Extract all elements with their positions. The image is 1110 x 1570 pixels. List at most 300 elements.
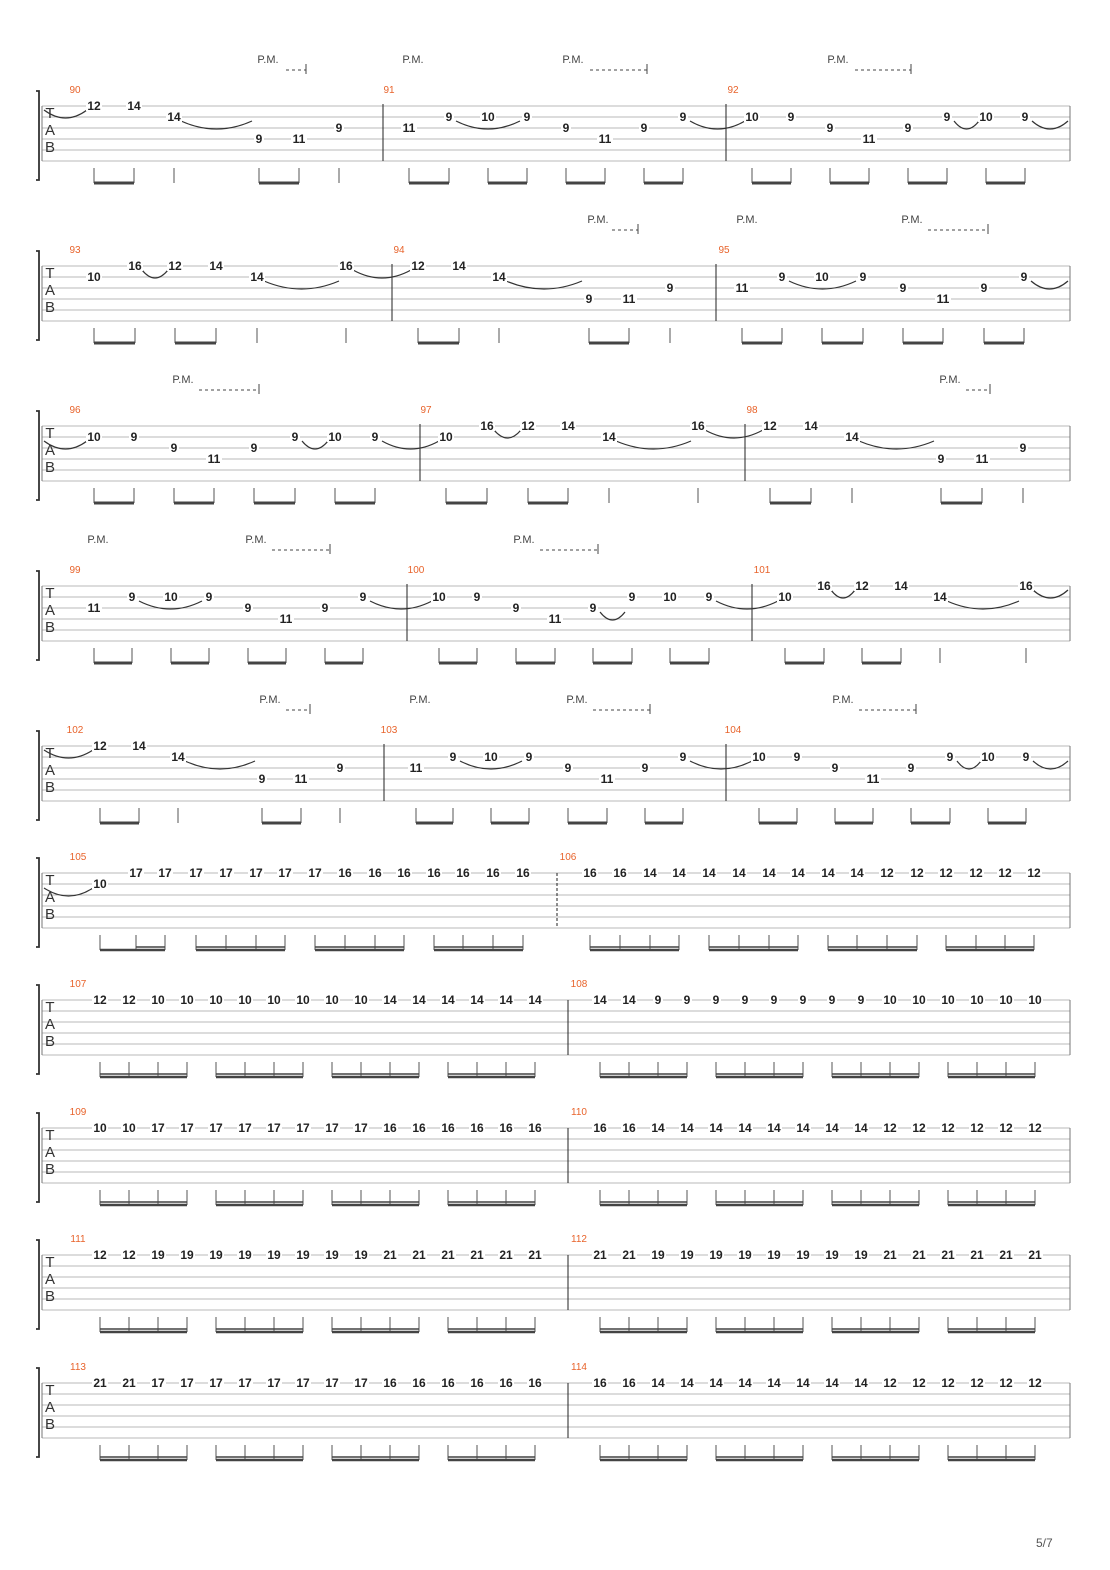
fret-number: 19 — [296, 1248, 310, 1262]
fret-number: 10 — [979, 110, 993, 124]
tab-clef-b: B — [44, 139, 56, 156]
system-bracket — [36, 91, 39, 180]
tab-clef-t: T — [45, 999, 55, 1016]
fret-number: 11 — [279, 612, 293, 626]
fret-number: 14 — [709, 1121, 723, 1135]
fret-number: 9 — [679, 110, 687, 124]
fret-number: 12 — [912, 1121, 926, 1135]
palm-mute-label: P.M. — [901, 214, 923, 226]
fret-number: 21 — [999, 1248, 1013, 1262]
fret-number: 21 — [1028, 1248, 1042, 1262]
fret-number: 17 — [267, 1376, 281, 1390]
fret-number: 10 — [93, 1121, 107, 1135]
fret-number: 9 — [562, 121, 570, 135]
fret-number: 12 — [941, 1121, 955, 1135]
fret-number: 21 — [93, 1376, 107, 1390]
fret-number: 16 — [593, 1121, 607, 1135]
tab-clef-a: A — [44, 282, 56, 299]
fret-number: 9 — [589, 601, 597, 615]
fret-number: 9 — [130, 430, 138, 444]
tab-clef-t: T — [45, 105, 55, 122]
fret-number: 11 — [975, 452, 989, 466]
fret-number: 10 — [663, 590, 677, 604]
tab-clef-a: A — [44, 1016, 56, 1033]
fret-number: 17 — [209, 1121, 223, 1135]
fret-number: 16 — [441, 1376, 455, 1390]
fret-number: 9 — [585, 292, 593, 306]
fret-number: 11 — [862, 132, 876, 146]
fret-number: 9 — [250, 441, 258, 455]
fret-number: 14 — [804, 419, 818, 433]
system-bracket — [36, 985, 39, 1074]
fret-number: 14 — [171, 750, 185, 764]
fret-number: 16 — [339, 259, 353, 273]
fret-number: 9 — [205, 590, 213, 604]
fret-number: 11 — [207, 452, 221, 466]
fret-number: 12 — [87, 99, 101, 113]
fret-number: 12 — [122, 1248, 136, 1262]
fret-number: 19 — [151, 1248, 165, 1262]
fret-number: 9 — [826, 121, 834, 135]
fret-number: 16 — [528, 1121, 542, 1135]
fret-number: 14 — [499, 993, 513, 1007]
fret-number: 10 — [180, 993, 194, 1007]
fret-number: 9 — [523, 110, 531, 124]
tab-clef-t: T — [45, 745, 55, 762]
fret-number: 17 — [325, 1121, 339, 1135]
fret-number: 9 — [943, 110, 951, 124]
tab-clef-t: T — [45, 1382, 55, 1399]
fret-number: 9 — [946, 750, 954, 764]
fret-number: 17 — [308, 866, 322, 880]
fret-number: 11 — [735, 281, 749, 295]
fret-number: 16 — [691, 419, 705, 433]
fret-number: 14 — [412, 993, 426, 1007]
fret-number: 16 — [480, 419, 494, 433]
measure-number: 111 — [70, 1234, 86, 1245]
fret-number: 14 — [702, 866, 716, 880]
fret-number: 19 — [209, 1248, 223, 1262]
fret-number: 17 — [238, 1376, 252, 1390]
tab-clef-b: B — [44, 779, 56, 796]
fret-number: 9 — [831, 761, 839, 775]
measure-number: 93 — [69, 245, 81, 256]
fret-number: 19 — [354, 1248, 368, 1262]
measure-number: 95 — [718, 245, 730, 256]
fret-number: 16 — [456, 866, 470, 880]
measure-number: 98 — [746, 405, 758, 416]
fret-number: 19 — [267, 1248, 281, 1262]
tab-clef-a: A — [44, 762, 56, 779]
palm-mute-label: P.M. — [172, 374, 194, 386]
measure-number: 99 — [69, 565, 81, 576]
fret-number: 14 — [132, 739, 146, 753]
fret-number: 14 — [767, 1121, 781, 1135]
fret-number: 21 — [441, 1248, 455, 1262]
palm-mute-label: P.M. — [562, 54, 584, 66]
system-bracket — [36, 731, 39, 820]
fret-number: 10 — [87, 270, 101, 284]
measure-number: 97 — [420, 405, 432, 416]
fret-number: 17 — [180, 1376, 194, 1390]
system-bracket — [36, 1113, 39, 1202]
fret-number: 9 — [778, 270, 786, 284]
fret-number: 14 — [850, 866, 864, 880]
fret-number: 12 — [763, 419, 777, 433]
fret-number: 12 — [883, 1376, 897, 1390]
tab-clef-b: B — [44, 459, 56, 476]
fret-number: 9 — [371, 430, 379, 444]
fret-number: 12 — [855, 579, 869, 593]
fret-number: 9 — [564, 761, 572, 775]
fret-number: 9 — [705, 590, 713, 604]
fret-number: 14 — [561, 419, 575, 433]
fret-number: 14 — [680, 1376, 694, 1390]
fret-number: 9 — [666, 281, 674, 295]
fret-number: 10 — [267, 993, 281, 1007]
fret-number: 14 — [732, 866, 746, 880]
fret-number: 14 — [528, 993, 542, 1007]
fret-number: 16 — [1019, 579, 1033, 593]
fret-number: 19 — [796, 1248, 810, 1262]
fret-number: 10 — [209, 993, 223, 1007]
fret-number: 19 — [238, 1248, 252, 1262]
fret-number: 16 — [383, 1376, 397, 1390]
measure-number: 108 — [570, 979, 588, 990]
fret-number: 14 — [672, 866, 686, 880]
fret-number: 21 — [528, 1248, 542, 1262]
fret-number: 9 — [255, 132, 263, 146]
fret-number: 12 — [168, 259, 182, 273]
fret-number: 9 — [445, 110, 453, 124]
fret-number: 17 — [189, 866, 203, 880]
fret-number: 16 — [499, 1121, 513, 1135]
fret-number: 12 — [93, 739, 107, 753]
fret-number: 16 — [593, 1376, 607, 1390]
fret-number: 9 — [359, 590, 367, 604]
fret-number: 9 — [128, 590, 136, 604]
fret-number: 14 — [791, 866, 805, 880]
fret-number: 16 — [427, 866, 441, 880]
fret-number: 14 — [470, 993, 484, 1007]
palm-mute-label: P.M. — [587, 214, 609, 226]
fret-number: 14 — [622, 993, 636, 1007]
fret-number: 16 — [470, 1376, 484, 1390]
fret-number: 12 — [999, 1376, 1013, 1390]
fret-number: 12 — [93, 1248, 107, 1262]
fret-number: 14 — [383, 993, 397, 1007]
fret-number: 16 — [368, 866, 382, 880]
palm-mute-label: P.M. — [257, 54, 279, 66]
fret-number: 10 — [164, 590, 178, 604]
fret-number: 10 — [325, 993, 339, 1007]
fret-number: 14 — [709, 1376, 723, 1390]
fret-number: 14 — [767, 1376, 781, 1390]
fret-number: 21 — [883, 1248, 897, 1262]
fret-number: 12 — [122, 993, 136, 1007]
fret-number: 21 — [912, 1248, 926, 1262]
tab-clef-t: T — [45, 872, 55, 889]
fret-number: 9 — [244, 601, 252, 615]
fret-number: 19 — [651, 1248, 665, 1262]
measure-number: 110 — [571, 1107, 587, 1118]
fret-number: 17 — [354, 1121, 368, 1135]
fret-number: 9 — [712, 993, 720, 1007]
fret-number: 14 — [845, 430, 859, 444]
fret-number: 17 — [278, 866, 292, 880]
fret-number: 10 — [151, 993, 165, 1007]
fret-number: 12 — [941, 1376, 955, 1390]
fret-number: 11 — [292, 132, 306, 146]
fret-number: 10 — [752, 750, 766, 764]
fret-number: 9 — [1020, 270, 1028, 284]
fret-number: 10 — [439, 430, 453, 444]
fret-number: 19 — [680, 1248, 694, 1262]
fret-number: 17 — [158, 866, 172, 880]
measure-number: 104 — [724, 725, 742, 736]
fret-number: 17 — [267, 1121, 281, 1135]
fret-number: 9 — [170, 441, 178, 455]
tab-clef-a: A — [44, 602, 56, 619]
system-bracket — [36, 251, 39, 340]
system-bracket — [36, 411, 39, 500]
palm-mute-label: P.M. — [827, 54, 849, 66]
fret-number: 9 — [1022, 750, 1030, 764]
fret-number: 21 — [383, 1248, 397, 1262]
measure-number: 109 — [69, 1107, 87, 1118]
fret-number: 14 — [651, 1121, 665, 1135]
fret-number: 9 — [525, 750, 533, 764]
fret-number: 16 — [613, 866, 627, 880]
fret-number: 14 — [250, 270, 264, 284]
fret-number: 21 — [122, 1376, 136, 1390]
fret-number: 17 — [296, 1376, 310, 1390]
fret-number: 10 — [354, 993, 368, 1007]
fret-number: 14 — [127, 99, 141, 113]
fret-number: 12 — [1027, 866, 1041, 880]
palm-mute-label: P.M. — [259, 694, 281, 706]
fret-number: 12 — [998, 866, 1012, 880]
fret-number: 17 — [151, 1376, 165, 1390]
fret-number: 10 — [328, 430, 342, 444]
fret-number: 10 — [238, 993, 252, 1007]
fret-number: 16 — [441, 1121, 455, 1135]
fret-number: 17 — [249, 866, 263, 880]
fret-number: 11 — [598, 132, 612, 146]
fret-number: 11 — [402, 121, 416, 135]
fret-number: 17 — [151, 1121, 165, 1135]
palm-mute-label: P.M. — [409, 694, 431, 706]
measure-number: 105 — [69, 852, 87, 863]
fret-number: 10 — [93, 877, 107, 891]
palm-mute-label: P.M. — [566, 694, 588, 706]
tab-clef-a: A — [44, 1271, 56, 1288]
fret-number: 9 — [770, 993, 778, 1007]
fret-number: 10 — [999, 993, 1013, 1007]
fret-number: 9 — [899, 281, 907, 295]
fret-number: 14 — [825, 1121, 839, 1135]
fret-number: 14 — [825, 1376, 839, 1390]
fret-number: 12 — [411, 259, 425, 273]
measure-number: 90 — [69, 85, 81, 96]
fret-number: 9 — [799, 993, 807, 1007]
fret-number: 21 — [412, 1248, 426, 1262]
fret-number: 16 — [528, 1376, 542, 1390]
fret-number: 12 — [1028, 1121, 1042, 1135]
fret-number: 9 — [859, 270, 867, 284]
measure-number: 103 — [380, 725, 398, 736]
fret-number: 16 — [516, 866, 530, 880]
measure-number: 91 — [383, 85, 395, 96]
system-bracket — [36, 1368, 39, 1457]
fret-number: 11 — [866, 772, 880, 786]
fret-number: 9 — [654, 993, 662, 1007]
fret-number: 14 — [209, 259, 223, 273]
measure-number: 102 — [66, 725, 84, 736]
fret-number: 10 — [87, 430, 101, 444]
fret-number: 12 — [970, 1376, 984, 1390]
fret-number: 10 — [122, 1121, 136, 1135]
fret-number: 11 — [622, 292, 636, 306]
fret-number: 16 — [397, 866, 411, 880]
fret-number: 9 — [980, 281, 988, 295]
fret-number: 16 — [486, 866, 500, 880]
fret-number: 9 — [1021, 110, 1029, 124]
fret-number: 14 — [796, 1376, 810, 1390]
fret-number: 12 — [939, 866, 953, 880]
fret-number: 16 — [412, 1376, 426, 1390]
fret-number: 14 — [854, 1376, 868, 1390]
fret-number: 9 — [628, 590, 636, 604]
measure-number: 106 — [559, 852, 577, 863]
fret-number: 11 — [87, 601, 101, 615]
palm-mute-label: P.M. — [736, 214, 758, 226]
fret-number: 9 — [679, 750, 687, 764]
palm-mute-label: P.M. — [939, 374, 961, 386]
fret-number: 10 — [1028, 993, 1042, 1007]
system-bracket — [36, 858, 39, 947]
fret-number: 14 — [441, 993, 455, 1007]
fret-number: 10 — [970, 993, 984, 1007]
fret-number: 10 — [484, 750, 498, 764]
fret-number: 14 — [738, 1121, 752, 1135]
tab-clef-b: B — [44, 299, 56, 316]
fret-number: 17 — [354, 1376, 368, 1390]
fret-number: 9 — [828, 993, 836, 1007]
fret-number: 9 — [336, 761, 344, 775]
fret-number: 9 — [640, 121, 648, 135]
palm-mute-label: P.M. — [832, 694, 854, 706]
fret-number: 9 — [907, 761, 915, 775]
tab-clef-t: T — [45, 425, 55, 442]
tab-clef-t: T — [45, 585, 55, 602]
fret-number: 12 — [93, 993, 107, 1007]
fret-number: 16 — [817, 579, 831, 593]
fret-number: 17 — [129, 866, 143, 880]
fret-number: 11 — [936, 292, 950, 306]
fret-number: 19 — [180, 1248, 194, 1262]
palm-mute-label: P.M. — [87, 534, 109, 546]
fret-number: 16 — [499, 1376, 513, 1390]
fret-number: 9 — [904, 121, 912, 135]
fret-number: 17 — [219, 866, 233, 880]
fret-number: 14 — [492, 270, 506, 284]
fret-number: 10 — [981, 750, 995, 764]
fret-number: 12 — [883, 1121, 897, 1135]
fret-number: 16 — [622, 1376, 636, 1390]
fret-number: 9 — [857, 993, 865, 1007]
fret-number: 10 — [912, 993, 926, 1007]
fret-number: 19 — [738, 1248, 752, 1262]
fret-number: 21 — [970, 1248, 984, 1262]
fret-number: 9 — [741, 993, 749, 1007]
fret-number: 16 — [338, 866, 352, 880]
fret-number: 12 — [912, 1376, 926, 1390]
fret-number: 16 — [470, 1121, 484, 1135]
fret-number: 14 — [854, 1121, 868, 1135]
fret-number: 9 — [1019, 441, 1027, 455]
fret-number: 14 — [894, 579, 908, 593]
fret-number: 21 — [499, 1248, 513, 1262]
measure-number: 114 — [571, 1362, 587, 1373]
fret-number: 10 — [432, 590, 446, 604]
tab-clef-t: T — [45, 1254, 55, 1271]
fret-number: 9 — [937, 452, 945, 466]
fret-number: 14 — [821, 866, 835, 880]
fret-number: 16 — [622, 1121, 636, 1135]
fret-number: 16 — [128, 259, 142, 273]
fret-number: 19 — [767, 1248, 781, 1262]
fret-number: 17 — [209, 1376, 223, 1390]
fret-number: 9 — [683, 993, 691, 1007]
fret-number: 10 — [941, 993, 955, 1007]
fret-number: 12 — [970, 1121, 984, 1135]
fret-number: 19 — [825, 1248, 839, 1262]
fret-number: 17 — [296, 1121, 310, 1135]
fret-number: 19 — [854, 1248, 868, 1262]
fret-number: 12 — [910, 866, 924, 880]
fret-number: 21 — [470, 1248, 484, 1262]
fret-number: 14 — [602, 430, 616, 444]
fret-number: 9 — [449, 750, 457, 764]
fret-number: 21 — [622, 1248, 636, 1262]
fret-number: 14 — [167, 110, 181, 124]
fret-number: 9 — [512, 601, 520, 615]
fret-number: 12 — [969, 866, 983, 880]
fret-number: 17 — [238, 1121, 252, 1135]
fret-number: 12 — [999, 1121, 1013, 1135]
fret-number: 19 — [709, 1248, 723, 1262]
tab-clef-a: A — [44, 442, 56, 459]
fret-number: 9 — [793, 750, 801, 764]
fret-number: 10 — [883, 993, 897, 1007]
system-bracket — [36, 1240, 39, 1329]
fret-number: 9 — [473, 590, 481, 604]
fret-number: 9 — [291, 430, 299, 444]
fret-number: 12 — [1028, 1376, 1042, 1390]
tab-clef-b: B — [44, 619, 56, 636]
measure-number: 113 — [70, 1362, 86, 1373]
fret-number: 14 — [762, 866, 776, 880]
tab-clef-b: B — [44, 1033, 56, 1050]
fret-number: 9 — [335, 121, 343, 135]
fret-number: 9 — [258, 772, 266, 786]
fret-number: 12 — [521, 419, 535, 433]
fret-number: 14 — [933, 590, 947, 604]
measure-number: 94 — [393, 245, 405, 256]
tab-clef-a: A — [44, 889, 56, 906]
fret-number: 16 — [412, 1121, 426, 1135]
